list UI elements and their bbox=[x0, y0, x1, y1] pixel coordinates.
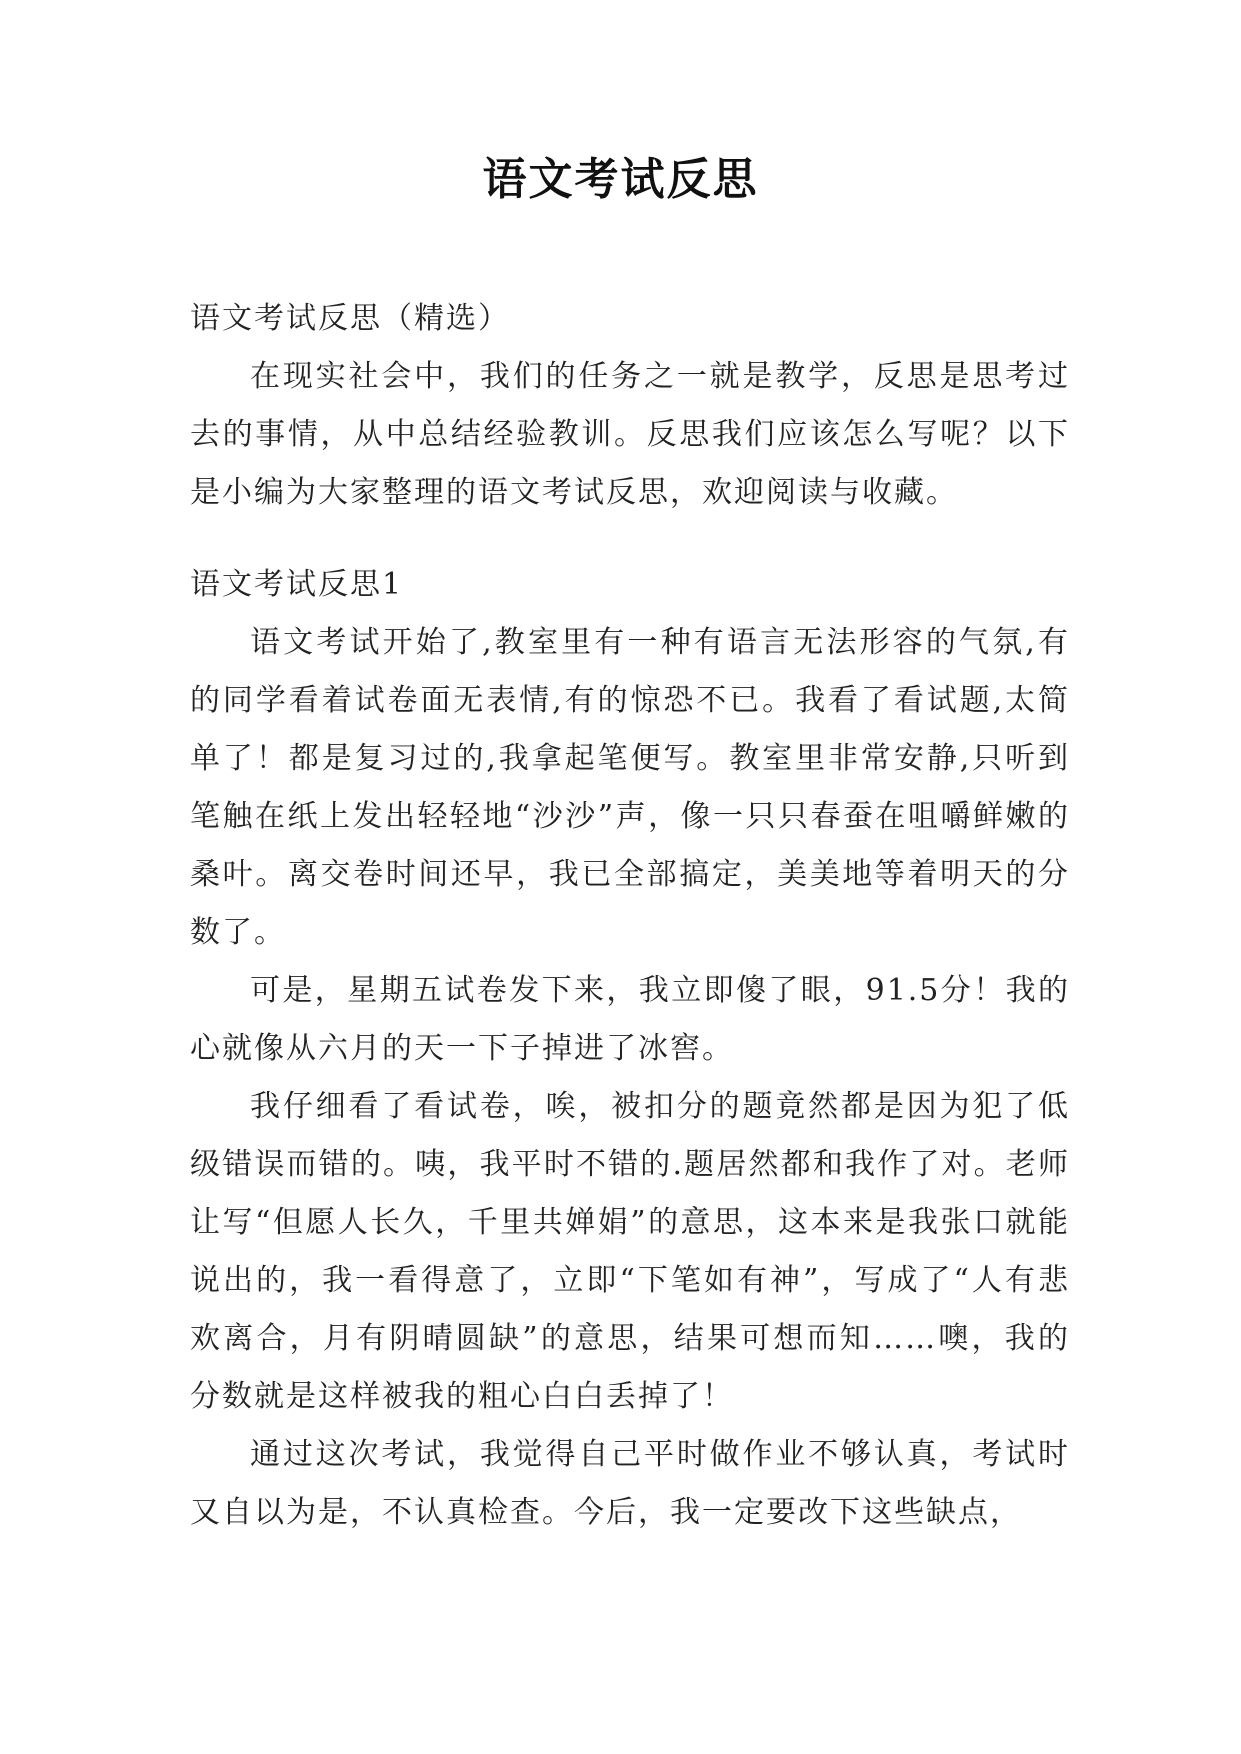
body-paragraph: 我仔细看了看试卷，唉，被扣分的题竟然都是因为犯了低级错误而错的。咦，我平时不错的.题居然都和我作了对。老师让写“但愿人长久，千里共婵娟”的意思，这本来是我张口就能说出的，我一看得意了，立即“下笔如有神”，写成了“人有悲欢离合，月有阴晴圆缺”的意思，结果可想而知……噢，我的分数就是这样被我的粗心白白丢掉了！ bbox=[190, 1089, 1070, 1414]
document-subtitle: 语文考试反思（精选） bbox=[190, 301, 510, 336]
document-body bbox=[190, 290, 1070, 1542]
body-paragraph: 通过这次考试，我觉得自己平时做作业不够认真，考试时又自以为是，不认真检查。今后，我一定要改下这些缺点， bbox=[190, 1437, 1070, 1530]
section-heading: 语文考试反思1 bbox=[190, 567, 404, 602]
intro-paragraph: 在现实社会中，我们的任务之一就是教学，反思是思考过去的事情，从中总结经验教训。反思我们应该怎么写呢？以下是小编为大家整理的语文考试反思，欢迎阅读与收藏。 bbox=[190, 359, 1070, 510]
body-paragraph: 可是，星期五试卷发下来，我立即傻了眼，91.5分！我的心就像从六月的天一下子掉进了冰窖。 bbox=[190, 973, 1070, 1066]
document-title: 语文考试反思 bbox=[482, 154, 759, 205]
body-paragraph: 语文考试开始了,教室里有一种有语言无法形容的气氛,有的同学看着试卷面无表情,有的惊恐不已。我看了看试题,太简单了！都是复习过的,我拿起笔便写。教室里非常安静,只听到笔触在纸上发出轻轻地“沙沙”声，像一只只春蚕在咀嚼鲜嫩的桑叶。离交卷时间还早，我已全部搞定，美美地等着明天的分数了。 bbox=[190, 625, 1070, 950]
